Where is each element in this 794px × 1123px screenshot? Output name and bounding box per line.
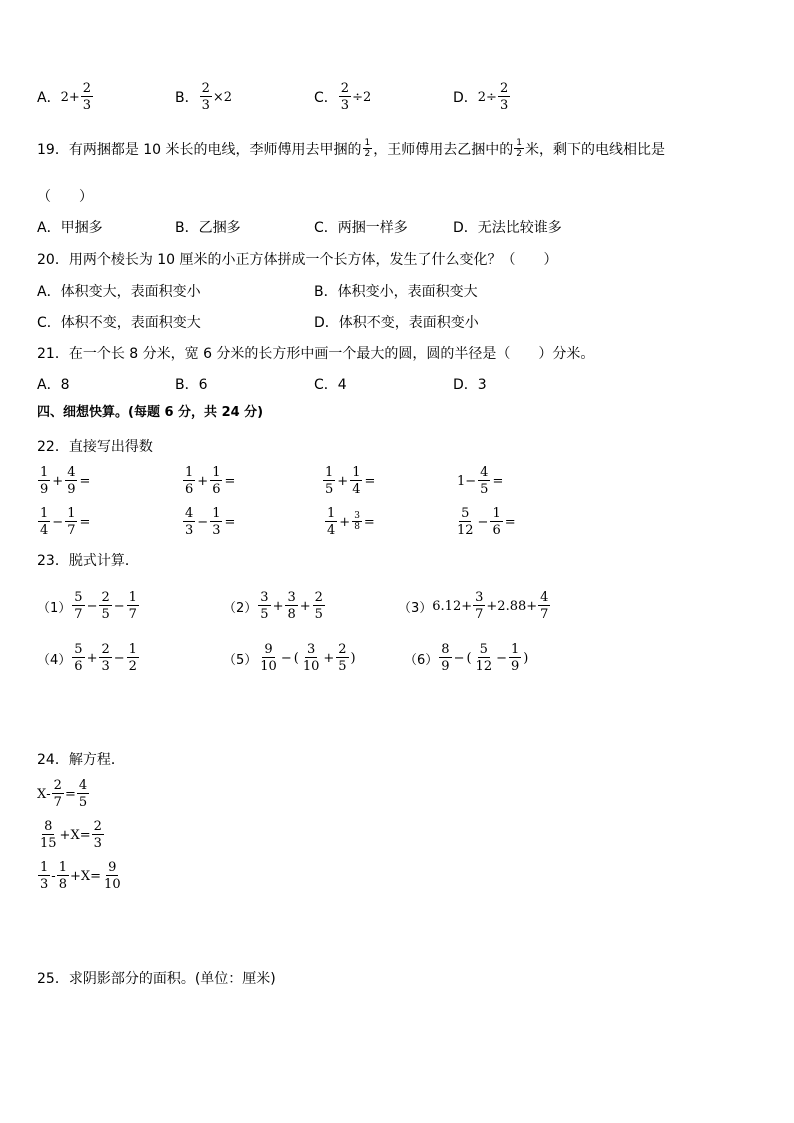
fraction: $\frac{2}{5}$ <box>314 590 323 622</box>
fraction: $\frac{4}{9}$ <box>67 465 76 497</box>
fraction: $\frac{5}{6}$ <box>74 642 83 674</box>
q23-problem-6: （6） $\frac{8}{9}$ − ( $\frac{5}{12}$ − $\frac{1}{9}$ ) <box>404 642 529 674</box>
fraction: $\frac{9}{10}$ <box>104 860 121 892</box>
fraction: $\frac{1}{9}$ <box>511 642 520 674</box>
q23-problem-5: （5） $\frac{9}{10}$ − ( $\frac{3}{10}$ + $\frac{2}{5}$ ) <box>223 642 356 674</box>
fraction: $\frac{1}{9}$ <box>40 465 49 497</box>
q24-equation-2: $\frac{8}{15}$ + X = $\frac{2}{3}$ <box>40 819 102 851</box>
fraction: $\frac{1}{7}$ <box>128 590 137 622</box>
fraction: $\frac{5}{12}$ <box>475 642 493 674</box>
q20-question: 20．用两个棱长为 10 厘米的小正方体拼成一个长方体，发生了什么变化？（ ） <box>37 252 558 268</box>
q22-item: $\frac{1}{6}$ + $\frac{1}{6}$ = <box>185 465 236 497</box>
q19-option-a: A．甲捆多 <box>37 220 103 236</box>
fraction: $\frac{2}{7}$ <box>53 778 62 810</box>
q21-option-b: B．6 <box>175 377 208 393</box>
q18-option-d: D． 2÷ $\frac{2}{3}$ <box>453 81 509 113</box>
q21-option-c: C．4 <box>314 377 347 393</box>
q23-problem-1: （1） $\frac{5}{7}$ − $\frac{2}{5}$ − $\frac{1}{7}$ <box>37 590 137 622</box>
fraction: $\frac{3}{10}$ <box>302 642 320 674</box>
fraction: $\frac{3}{8}$ <box>354 511 360 532</box>
fraction: $\frac{1}{4}$ <box>40 506 49 538</box>
fraction: $\frac{1}{7}$ <box>67 506 76 538</box>
q19-answer-paren: （ ） <box>37 189 93 205</box>
fraction: $\frac{1}{4}$ <box>327 506 336 538</box>
q18-option-c: C． $\frac{2}{3}$ ÷2 <box>314 81 372 113</box>
q21-question: 21．在一个长 8 分米，宽 6 分米的长方形中画一个最大的圆，圆的半径是（ ）分米。 <box>37 346 595 362</box>
q22-item: $\frac{1}{4}$ − $\frac{1}{7}$ = <box>40 506 91 538</box>
fraction: $\frac{5}{12}$ <box>457 506 474 538</box>
q19-question: 19． 有两捆都是 10 米长的电线，李师傅用去甲捆的 $\frac{1}{2}$ ，王师傅用去乙捆中的 $\frac{1}{2}$ 米，剩下的电线相比是 <box>37 138 666 159</box>
fraction: $\frac{4}{5}$ <box>480 465 489 497</box>
fraction: $\frac{2}{3}$ <box>340 81 350 113</box>
fraction: $\frac{1}{2}$ <box>364 138 371 159</box>
fraction: $\frac{8}{9}$ <box>441 642 450 674</box>
q23-problem-4: （4） $\frac{5}{6}$ + $\frac{2}{3}$ − $\frac{1}{2}$ <box>37 642 137 674</box>
q22-item: $\frac{4}{3}$ − $\frac{1}{3}$ = <box>185 506 236 538</box>
fraction: $\frac{5}{7}$ <box>74 590 83 622</box>
fraction: $\frac{1}{6}$ <box>212 465 221 497</box>
q24-equation-3: $\frac{1}{3}$ - $\frac{1}{8}$ + X = $\frac{9}{10}$ <box>40 860 121 892</box>
q20-option-b: B．体积变小，表面积变大 <box>314 284 478 300</box>
q22-item: $\frac{1}{5}$ + $\frac{1}{4}$ = <box>325 465 376 497</box>
q18-option-b: B． $\frac{2}{3}$ ×2 <box>175 81 233 113</box>
q21-option-d: D．3 <box>453 377 487 393</box>
fraction: $\frac{1}{2}$ <box>516 138 523 159</box>
q22-item: $\frac{1}{9}$ + $\frac{4}{9}$ = <box>40 465 91 497</box>
q24-equation-1: X - $\frac{2}{7}$ = $\frac{4}{5}$ <box>37 778 88 810</box>
fraction: $\frac{1}{6}$ <box>185 465 194 497</box>
fraction: $\frac{2}{3}$ <box>499 81 509 113</box>
q22-item: $\frac{1}{4}$ + $\frac{3}{8}$ = <box>327 506 375 538</box>
q21-option-a: A．8 <box>37 377 70 393</box>
fraction: $\frac{1}{5}$ <box>325 465 334 497</box>
fraction: $\frac{2}{3}$ <box>101 642 110 674</box>
fraction: $\frac{3}{8}$ <box>287 590 296 622</box>
fraction: $\frac{3}{5}$ <box>260 590 269 622</box>
fraction: $\frac{2}{3}$ <box>93 819 102 851</box>
q19-option-d: D．无法比较谁多 <box>453 220 562 236</box>
fraction: $\frac{2}{3}$ <box>82 81 92 113</box>
q20-option-c: C．体积不变，表面积变大 <box>37 315 201 331</box>
q23-title: 23．脱式计算． <box>37 553 139 569</box>
q20-option-a: A．体积变大，表面积变小 <box>37 284 201 300</box>
q23-problem-3: （3） 6.12+ $\frac{3}{7}$ +2.88+ $\frac{4}{7}$ <box>398 590 549 622</box>
q20-option-d: D．体积不变，表面积变小 <box>314 315 479 331</box>
q18-option-a: A． 2+ $\frac{2}{3}$ <box>37 81 92 113</box>
section-title: 四、细想快算。(每题 6 分，共 24 分) <box>37 405 264 420</box>
fraction: $\frac{1}{6}$ <box>492 506 501 538</box>
q24-title: 24．解方程． <box>37 752 125 768</box>
fraction: $\frac{1}{3}$ <box>40 860 49 892</box>
fraction: $\frac{1}{3}$ <box>212 506 221 538</box>
fraction: $\frac{1}{8}$ <box>58 860 67 892</box>
fraction: $\frac{8}{15}$ <box>40 819 57 851</box>
fraction: $\frac{1}{4}$ <box>352 465 361 497</box>
fraction: $\frac{2}{5}$ <box>338 642 347 674</box>
fraction: $\frac{2}{5}$ <box>101 590 110 622</box>
fraction: $\frac{4}{7}$ <box>540 590 549 622</box>
fraction: $\frac{4}{3}$ <box>185 506 194 538</box>
q22-item: $\frac{5}{12}$ − $\frac{1}{6}$ = <box>457 506 516 538</box>
fraction: $\frac{3}{7}$ <box>475 590 484 622</box>
fraction: $\frac{9}{10}$ <box>260 642 277 674</box>
q22-item: 1− $\frac{4}{5}$ = <box>457 465 504 497</box>
q19-option-c: C．两捆一样多 <box>314 220 408 236</box>
q23-problem-2: （2） $\frac{3}{5}$ + $\frac{3}{8}$ + $\frac{2}{5}$ <box>223 590 323 622</box>
fraction: $\frac{4}{5}$ <box>78 778 88 810</box>
q22-title: 22．直接写出得数 <box>37 439 153 455</box>
q25-title: 25．求阴影部分的面积。(单位：厘米) <box>37 971 276 987</box>
fraction: $\frac{1}{2}$ <box>128 642 137 674</box>
fraction: $\frac{2}{3}$ <box>201 81 210 113</box>
q19-option-b: B．乙捆多 <box>175 220 241 236</box>
